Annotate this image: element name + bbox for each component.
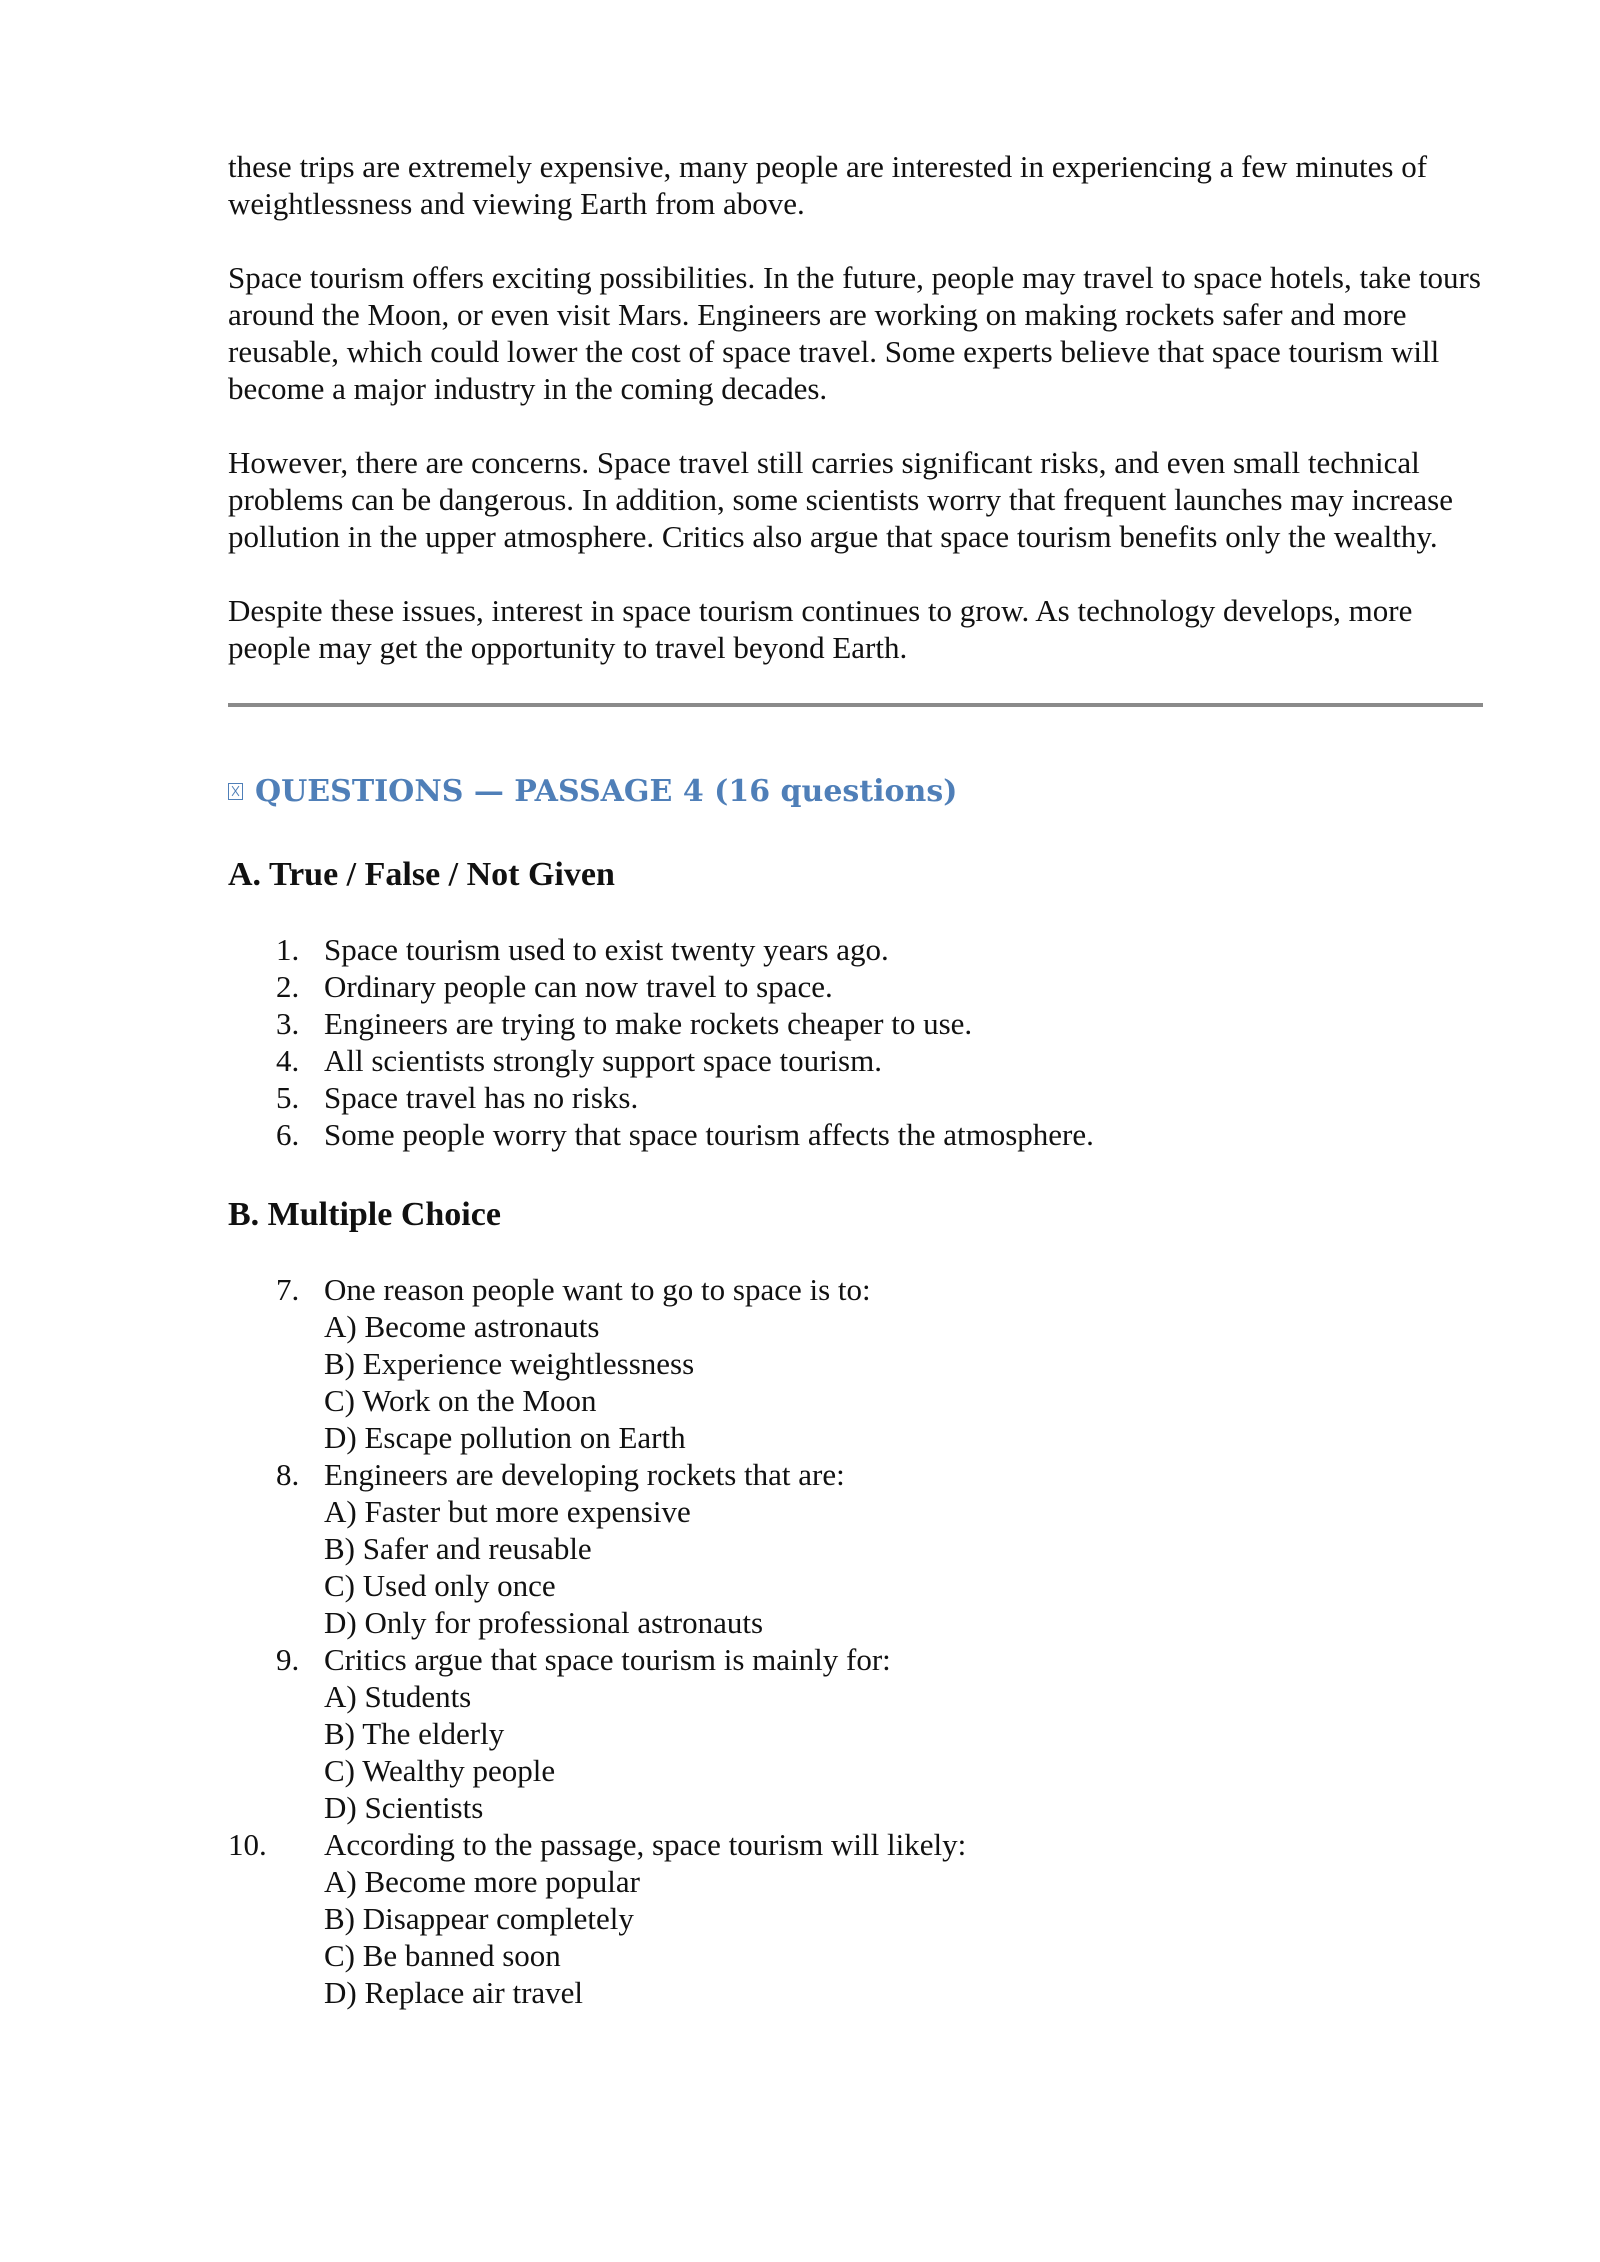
item-number: 2. [276, 969, 300, 1004]
item-text: Space tourism used to exist twenty years ago. [324, 932, 889, 967]
item-text: Space travel has no risks. [324, 1080, 639, 1115]
multiple-choice-list [228, 1271, 1470, 2011]
list-item [228, 1456, 1470, 1641]
list-item [228, 1641, 1470, 1826]
list-item [228, 931, 1470, 968]
passage-paragraph: However, there are concerns. Space travel still carries significant risks, and even small technical problems can be dangerous. In addition, some scientists worry that frequent launches may increase pollution in the upper atmosphere. Critics also argue that space tourism benefits only the wealthy. [228, 445, 1453, 554]
list-item [228, 1271, 1470, 1456]
answer-option: B) The elderly [324, 1716, 505, 1751]
answer-option: D) Scientists [324, 1790, 484, 1825]
list-item [228, 1005, 1470, 1042]
item-text: Engineers are trying to make rockets cheaper to use. [324, 1006, 973, 1041]
item-number: 9. [276, 1642, 300, 1677]
answer-option: A) Become more popular [324, 1864, 640, 1899]
question-text: According to the passage, space tourism will likely: [324, 1827, 967, 1862]
item-text: Ordinary people can now travel to space. [324, 969, 833, 1004]
answer-option: D) Only for professional astronauts [324, 1605, 764, 1640]
answer-option: B) Experience weightlessness [324, 1346, 695, 1381]
list-item [228, 1826, 1470, 2011]
passage-paragraph: Despite these issues, interest in space tourism continues to grow. As technology develops, more people may get the opportunity to travel beyond Earth. [228, 593, 1413, 665]
answer-option: B) Disappear completely [324, 1901, 634, 1936]
answer-option: C) Wealthy people [324, 1753, 556, 1788]
item-number: 1. [276, 932, 300, 967]
questions-heading-text: QUESTIONS — PASSAGE 4 (16 questions) [255, 773, 958, 809]
answer-option: B) Safer and reusable [324, 1531, 592, 1566]
item-number: 4. [276, 1043, 300, 1078]
list-item [228, 1116, 1470, 1153]
section-b-title: B. Multiple Choice [228, 1196, 501, 1233]
passage-paragraph: these trips are extremely expensive, many people are interested in experiencing a few minutes of weightlessness and viewing Earth from above. [228, 149, 1428, 221]
answer-option: C) Be banned soon [324, 1938, 561, 1973]
question-text: One reason people want to go to space is to: [324, 1272, 871, 1307]
answer-option: C) Work on the Moon [324, 1383, 597, 1418]
question-text: Critics argue that space tourism is mainly for: [324, 1642, 891, 1677]
horizontal-divider [228, 703, 1483, 707]
answer-option: C) Used only once [324, 1568, 556, 1603]
item-number: 8. [276, 1457, 300, 1492]
item-text: Some people worry that space tourism affects the atmosphere. [324, 1117, 1094, 1152]
true-false-list [228, 931, 1470, 1153]
answer-option: A) Faster but more expensive [324, 1494, 691, 1529]
answer-option: D) Replace air travel [324, 1975, 584, 2010]
section-a-title: A. True / False / Not Given [228, 856, 615, 893]
item-text: All scientists strongly support space tourism. [324, 1043, 882, 1078]
answer-option: A) Become astronauts [324, 1309, 600, 1344]
item-number: 10. [228, 1827, 267, 1862]
list-item [228, 1079, 1470, 1116]
item-number: 3. [276, 1006, 300, 1041]
item-number: 6. [276, 1117, 300, 1152]
list-item [228, 1042, 1470, 1079]
question-text: Engineers are developing rockets that are: [324, 1457, 845, 1492]
answer-option: A) Students [324, 1679, 472, 1714]
questions-heading [228, 769, 1470, 813]
item-number: 7. [276, 1272, 300, 1307]
answer-option: D) Escape pollution on Earth [324, 1420, 686, 1455]
passage-paragraph: Space tourism offers exciting possibilities. In the future, people may travel to space hotels, take tours around the Moon, or even visit Mars. Engineers are working on making rockets safer and more reusable, which could lower the cost of space travel. Some experts believe that space tourism will become a major industry in the coming decades. [228, 260, 1481, 406]
list-item [228, 968, 1470, 1005]
item-number: 5. [276, 1080, 300, 1115]
box-icon [228, 783, 243, 800]
